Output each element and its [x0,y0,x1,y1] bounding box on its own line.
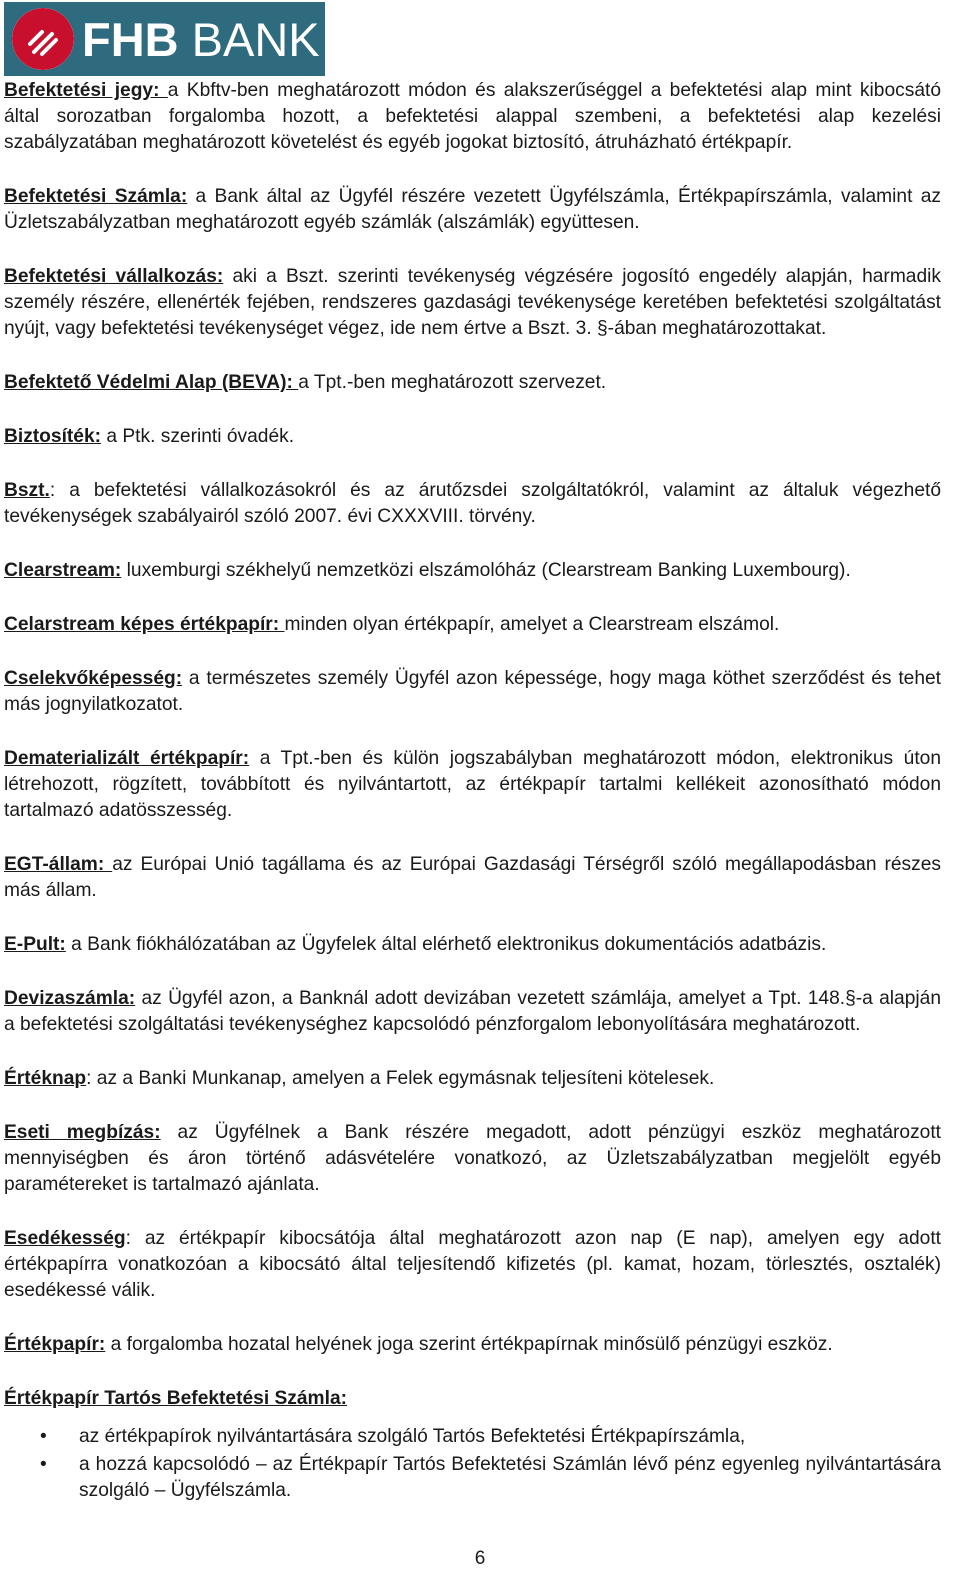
page-number: 6 [474,1548,486,1569]
definition-text: a Ptk. szerinti óvadék. [101,426,295,447]
term: Befektetési jegy: [4,80,168,101]
definition-text: a Tpt.-ben és külön jogszabályban meghatározott módon, elektronikus úton létrehozott, rögzített, továbbított és nyilvántartott, az értékpapír tartalmi kellékeit azonosítható módon tartalmazó adatösszesség. [4,748,941,821]
definition-text: a Tpt.-ben meghatározott szervezet. [298,372,607,393]
definition-eseti-megbizas [4,1120,941,1198]
bullet-icon: • [40,1426,47,1447]
definition-text: a Kbftv-ben meghatározott módon és alakszerűséggel a befektetési alap mint kibocsátó által sorozatban forgalomba hozott, a befektetési alappal szembeni, a befektetési alap kezelési szabályzatában meghatározott követelést és egyéb jogokat biztosító, átruházható értékpapír. [4,80,941,153]
list-item [4,1424,941,1450]
definition-bszt [4,478,941,530]
list-item-text: az értékpapírok nyilvántartására szolgáló Tartós Befektetési Értékpapírszámla, [79,1426,746,1447]
term: Értékpapír: [4,1334,106,1355]
definition-biztositek [4,424,941,450]
term: Biztosíték: [4,426,102,447]
definition-erteknap [4,1066,941,1092]
definition-text: az Európai Unió tagállama és az Európai Gazdasági Térségről szóló megállapodásban részes más állam. [4,854,941,901]
term: Értéknap [4,1068,87,1089]
definition-text: luxemburgi székhelyű nemzetközi elszámolóház (Clearstream Banking Luxembourg). [121,560,851,581]
definition-cselekvokepesseg [4,666,941,718]
definition-befektetesi-szamla [4,184,941,236]
definition-text: az Ügyfél azon, a Banknál adott devizában vezetett számlája, amelyet a Tpt. 148.§-a alapján a befektetési szolgáltatási tevékenységhez kapcsolódó pénzforgalom lebonyolítására meghatározott. [4,988,941,1035]
term: Értékpapír Tartós Befektetési Számla: [4,1388,348,1409]
definition-text: minden olyan értékpapír, amelyet a Clearstream elszámol. [284,614,780,635]
document-body [4,78,941,1506]
bank-logo [4,2,325,76]
definition-text: aki a Bszt. szerinti tevékenység végzésére jogosító engedély alapján, harmadik személy részére, ellenérték fejében, rendszeres gazdasági tevékenysége keretében befektetési szolgáltatást nyújt, vagy befektetési tevékenységet végez, ide nem értve a Bszt. 3. §-ában meghatározottakat. [4,266,941,339]
term: Befektetési Számla: [4,186,188,207]
definition-text: a forgalomba hozatal helyének joga szerint értékpapírnak minősülő pénzügyi eszköz. [105,1334,833,1355]
term: E-Pult: [4,934,66,955]
definition-ertekpapir-tartos-befektetesi-szamla [4,1386,941,1412]
definition-text: a Bank fiókhálózatában az Ügyfelek által elérhető elektronikus dokumentációs adatbázis. [65,934,827,955]
term: Clearstream: [4,560,122,581]
term: Befektetési vállalkozás: [4,266,224,287]
term: Eseti megbízás: [4,1122,161,1143]
term: Celarstream képes értékpapír: [4,614,285,635]
term: Cselekvőképesség: [4,668,183,689]
definition-esedekesseg [4,1226,941,1304]
list-item-text: a hozzá kapcsolódó – az Értékpapír Tartós Befektetési Számlán lévő pénz egyenleg nyilvántartására szolgáló – Ügyfélszámla. [79,1454,941,1501]
term: Befektető Védelmi Alap (BEVA): [4,372,299,393]
definition-befektetesi-vallalkozas [4,264,941,342]
definition-text: a természetes személy Ügyfél azon képessége, hogy maga köthet szerződést és tehet más jognyilatkozatot. [4,668,941,715]
term: Dematerializált értékpapír: [4,748,250,769]
definition-egt-allam [4,852,941,904]
definition-e-pult [4,932,941,958]
definition-text: a Bank által az Ügyfél részére vezetett Ügyfélszámla, Értékpapírszámla, valamint az Üzletszabályzatban meghatározott egyéb számlák (alszámlák) együttesen. [4,186,941,233]
definition-befektetesi-jegy [4,78,941,156]
definition-celarstream-kepes-ertekpapir [4,612,941,638]
definition-text: az Ügyfélnek a Bank részére megadott, adott pénzügyi eszköz meghatározott mennyiségben és áron történő adásvételére vonatkozó, az Üzletszabályzatban megjelölt egyéb paramétereket is tartalmazó ajánlata. [4,1122,941,1195]
bullet-list [4,1424,941,1504]
definition-ertekpapir [4,1332,941,1358]
logo-text-rest: BANK [178,12,320,66]
list-item [4,1452,941,1504]
definition-text: : az a Banki Munkanap, amelyen a Felek egymásnak teljesíteni kötelesek. [86,1068,715,1089]
bullet-icon: • [40,1454,47,1475]
definition-dematerializalt-ertekpapir [4,746,941,824]
definition-clearstream [4,558,941,584]
definition-text: : az értékpapír kibocsátója által meghatározott azon nap (E nap), amelyen egy adott értékpapírra vonatkozóan a kibocsátó által teljesítendő kifizetés (pl. kamat, hozam, törlesztés, osztalék) esedékessé válik. [4,1228,941,1301]
definition-devizaszamla [4,986,941,1038]
term: Devizaszámla: [4,988,136,1009]
logo-text-bold: FHB [82,12,179,66]
term: EGT-állam: [4,854,113,875]
logo-text [82,12,320,67]
definition-beva [4,370,941,396]
definition-text: : a befektetési vállalkozásokról és az árutőzsdei szolgáltatókról, valamint az általuk végezhető tevékenységek szabályairól szóló 2007. évi CXXXVIII. törvény. [4,480,941,527]
term: Bszt. [4,480,50,501]
term: Esedékesség [4,1228,126,1249]
logo-mark-icon [12,8,74,70]
